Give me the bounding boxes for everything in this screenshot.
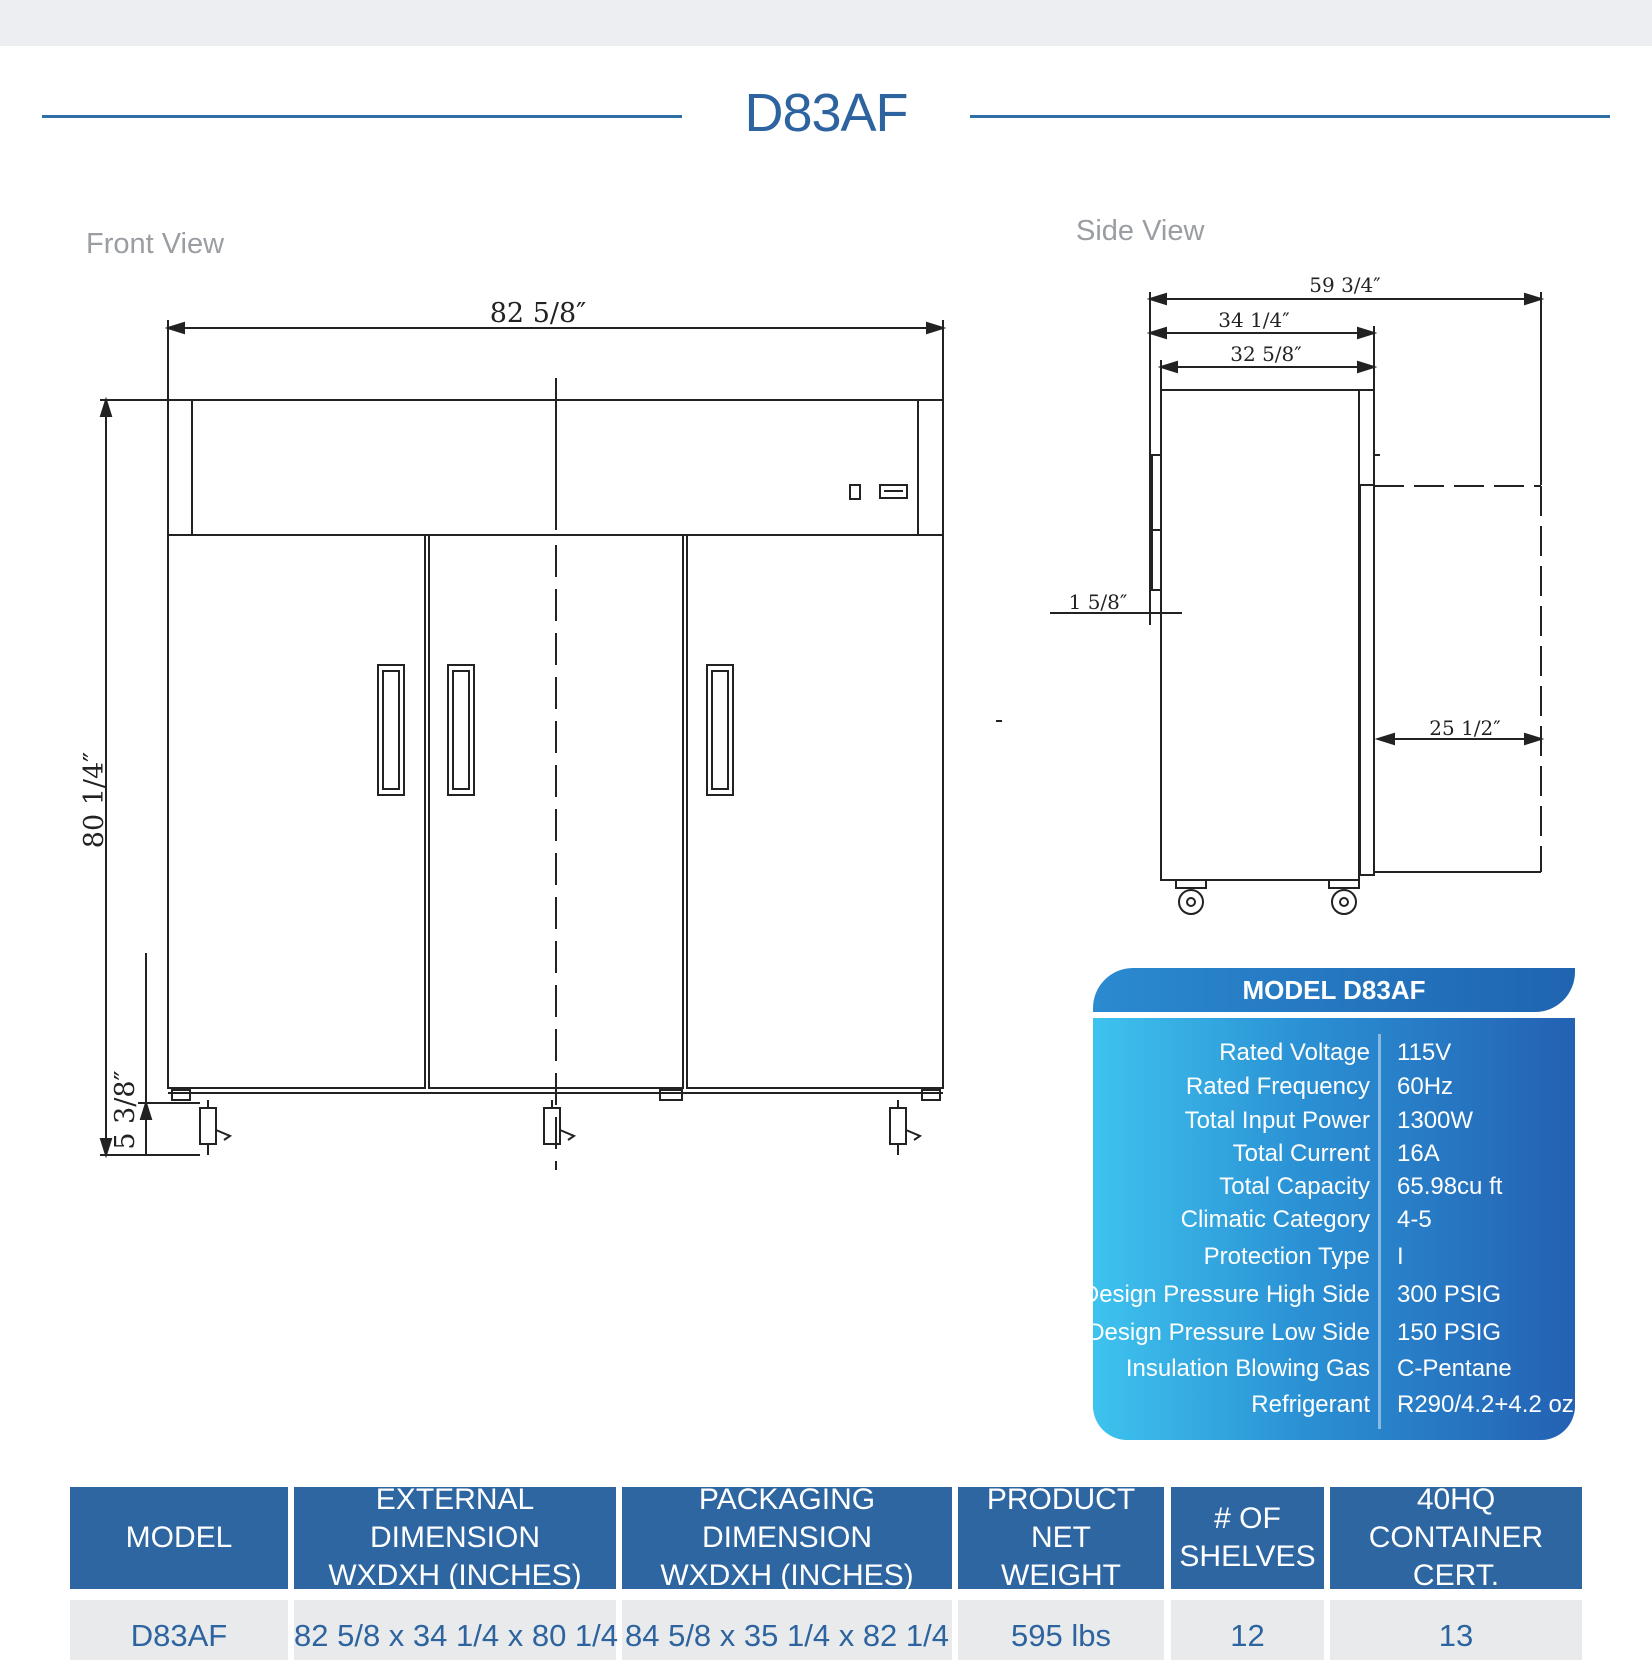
spec-value: 65.98cu ft (1397, 1173, 1503, 1200)
spec-row (1093, 1073, 1575, 1107)
front-width-dim: 82 5/8″ (489, 298, 587, 329)
table-header-net-weight: PRODUCT NET WEIGHT (958, 1487, 1164, 1589)
spec-label: Rated Frequency (1185, 1073, 1370, 1100)
table-header-container-cert: 40HQ CONTAINER CERT. (1330, 1487, 1582, 1589)
spec-label: Climatic Category (1180, 1206, 1370, 1233)
spec-label: Design Pressure High Side (1081, 1281, 1370, 1308)
spec-value: I (1397, 1243, 1404, 1270)
table-header-external-dimension: EXTERNAL DIMENSION WXDXH (INCHES) (294, 1487, 616, 1589)
front-view-label: Front View (86, 228, 225, 260)
front-view-drawing (100, 320, 943, 1170)
side-swing-dim: 25 1/2″ (1429, 716, 1501, 740)
table-cell-shelves: 12 (1171, 1600, 1324, 1660)
spec-label: Total Capacity (1219, 1173, 1370, 1200)
spec-label: Refrigerant (1251, 1391, 1370, 1418)
spec-row (1093, 1039, 1575, 1073)
spec-row (1093, 1173, 1575, 1207)
spec-value: R290/4.2+4.2 oz (1397, 1391, 1574, 1418)
spec-value: 300 PSIG (1397, 1281, 1502, 1308)
spec-value: 150 PSIG (1397, 1319, 1502, 1346)
spec-row (1093, 1140, 1575, 1174)
page-title: D83AF (744, 83, 908, 143)
spec-row (1093, 1243, 1575, 1277)
spec-row (1087, 1319, 1575, 1353)
side-door-dim: 1 5/8″ (1068, 590, 1128, 614)
spec-panel-header: MODEL D83AF (1093, 968, 1575, 1012)
table-cell-external-dimension: 82 5/8 x 34 1/4 x 80 1/4 (294, 1600, 616, 1660)
spec-row (1093, 1107, 1575, 1141)
spec-row (1093, 1206, 1575, 1240)
spec-row (1093, 1355, 1575, 1389)
side-depth-dim: 34 1/4″ (1218, 308, 1290, 332)
spec-panel (1081, 1018, 1575, 1440)
spec-value: 60Hz (1397, 1073, 1454, 1100)
table-cell-container-cert: 13 (1330, 1600, 1582, 1660)
side-overall-dim: 59 3/4″ (1309, 273, 1381, 297)
table-header-shelves: # OF SHELVES (1171, 1487, 1324, 1589)
spec-row (1093, 1391, 1575, 1425)
spec-row (1081, 1281, 1575, 1315)
table-header-packaging-dimension: PACKAGING DIMENSION WXDXH (INCHES) (622, 1487, 952, 1589)
spec-value: 1300W (1397, 1107, 1474, 1134)
spec-value: 115V (1397, 1039, 1452, 1066)
table-header-model: MODEL (70, 1487, 288, 1589)
spec-label: Insulation Blowing Gas (1125, 1355, 1370, 1382)
table-cell-net-weight: 595 lbs (958, 1600, 1164, 1660)
side-view-label: Side View (1076, 215, 1205, 247)
spec-label: Total Current (1232, 1140, 1370, 1167)
spec-label: Protection Type (1203, 1243, 1370, 1270)
spec-value: 4-5 (1397, 1206, 1432, 1233)
spec-value: 16A (1397, 1140, 1440, 1167)
spec-label: Total Input Power (1184, 1107, 1370, 1134)
table-cell-packaging-dimension: 84 5/8 x 35 1/4 x 82 1/4 (622, 1600, 952, 1660)
spec-label: Rated Voltage (1219, 1039, 1370, 1066)
spec-label: Design Pressure Low Side (1087, 1319, 1370, 1346)
front-leg-dim: 5 3/8″ (110, 1070, 141, 1150)
side-body-dim: 32 5/8″ (1230, 342, 1302, 366)
table-cell-model: D83AF (70, 1600, 288, 1660)
front-height-dim: 80 1/4″ (79, 751, 110, 849)
spec-value: C-Pentane (1397, 1355, 1512, 1382)
